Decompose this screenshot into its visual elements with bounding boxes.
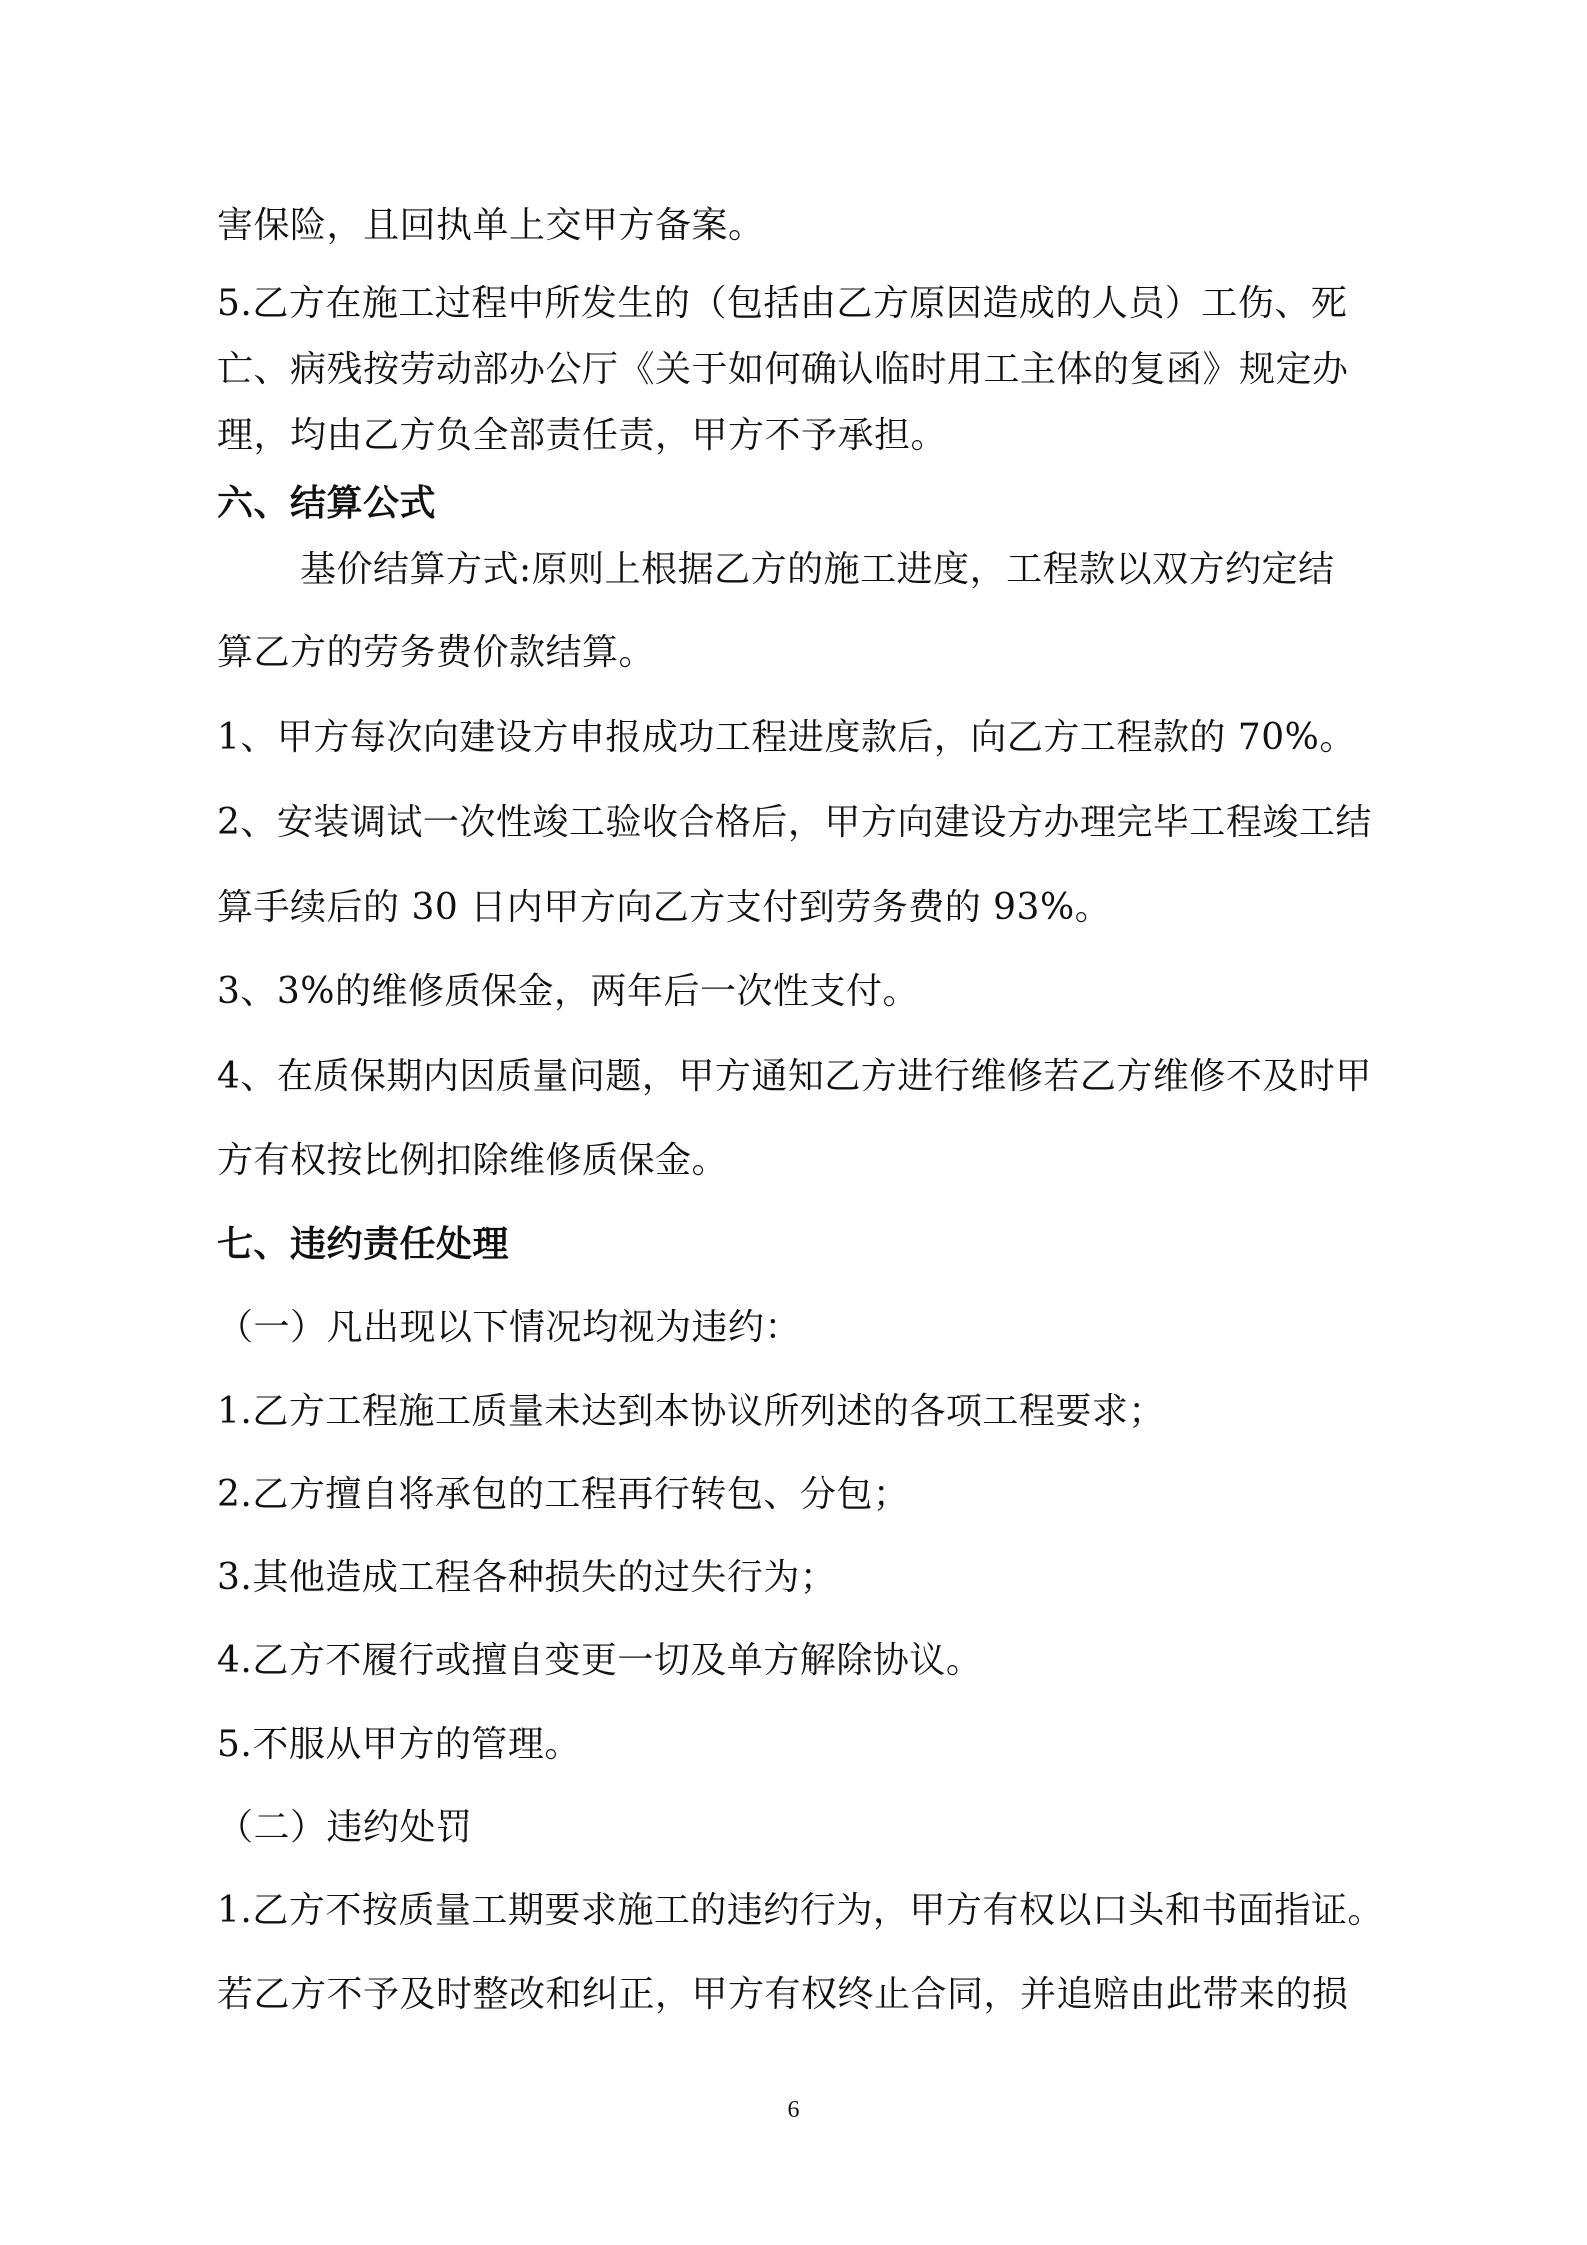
text-line: 亡、病残按劳动部办公厅《关于如何确认临时用工主体的复函》规定办 bbox=[217, 349, 1349, 390]
text-line: 方有权按比例扣除维修质保金。 bbox=[217, 1140, 729, 1181]
text-line: 2、安装调试一次性竣工验收合格后，甲方向建设方办理完毕工程竣工结 bbox=[217, 802, 1372, 843]
text-line: （一）凡出现以下情况均视为违约： bbox=[217, 1307, 802, 1348]
text-line: 5.乙方在施工过程中所发生的（包括由乙方原因造成的人员）工伤、死 bbox=[217, 283, 1348, 324]
text-line: 理，均由乙方负全部责任责，甲方不予承担。 bbox=[217, 415, 948, 456]
text-line: 若乙方不予及时整改和纠正，甲方有权终止合同，并追赔由此带来的损 bbox=[217, 1974, 1349, 2015]
text-line: 1、甲方每次向建设方申报成功工程进度款后，向乙方工程款的 70%。 bbox=[217, 717, 1356, 758]
text-line: 算乙方的劳务费价款结算。 bbox=[217, 632, 656, 673]
section-heading: 七、违约责任处理 bbox=[217, 1223, 510, 1265]
section-heading: 六、结算公式 bbox=[217, 482, 437, 524]
text-line: 3、3%的维修质保金，两年后一次性支付。 bbox=[217, 971, 920, 1012]
text-line: 2.乙方擅自将承包的工程再行转包、分包； bbox=[217, 1474, 910, 1515]
page-number: 6 bbox=[787, 2097, 800, 2123]
text-line: 4.乙方不履行或擅自变更一切及单方解除协议。 bbox=[217, 1640, 983, 1681]
text-line: 4、在质保期内因质量问题，甲方通知乙方进行维修若乙方维修不及时甲 bbox=[217, 1056, 1372, 1097]
text-line: 害保险，且回执单上交甲方备案。 bbox=[217, 205, 765, 246]
text-line: 1.乙方不按质量工期要求施工的违约行为，甲方有权以口头和书面指证。 bbox=[217, 1890, 1384, 1931]
text-line: 5.不服从甲方的管理。 bbox=[217, 1724, 581, 1765]
text-line: 3.其他造成工程各种损失的过失行为； bbox=[217, 1557, 837, 1598]
text-line: （二）违约处罚 bbox=[217, 1807, 473, 1848]
text-line: 算手续后的 30 日内甲方向乙方支付到劳务费的 93%。 bbox=[217, 887, 1112, 928]
text-line: 1.乙方工程施工质量未达到本协议所列述的各项工程要求； bbox=[217, 1391, 1165, 1432]
text-line: 基价结算方式:原则上根据乙方的施工进度，工程款以双方约定结 bbox=[300, 549, 1335, 590]
